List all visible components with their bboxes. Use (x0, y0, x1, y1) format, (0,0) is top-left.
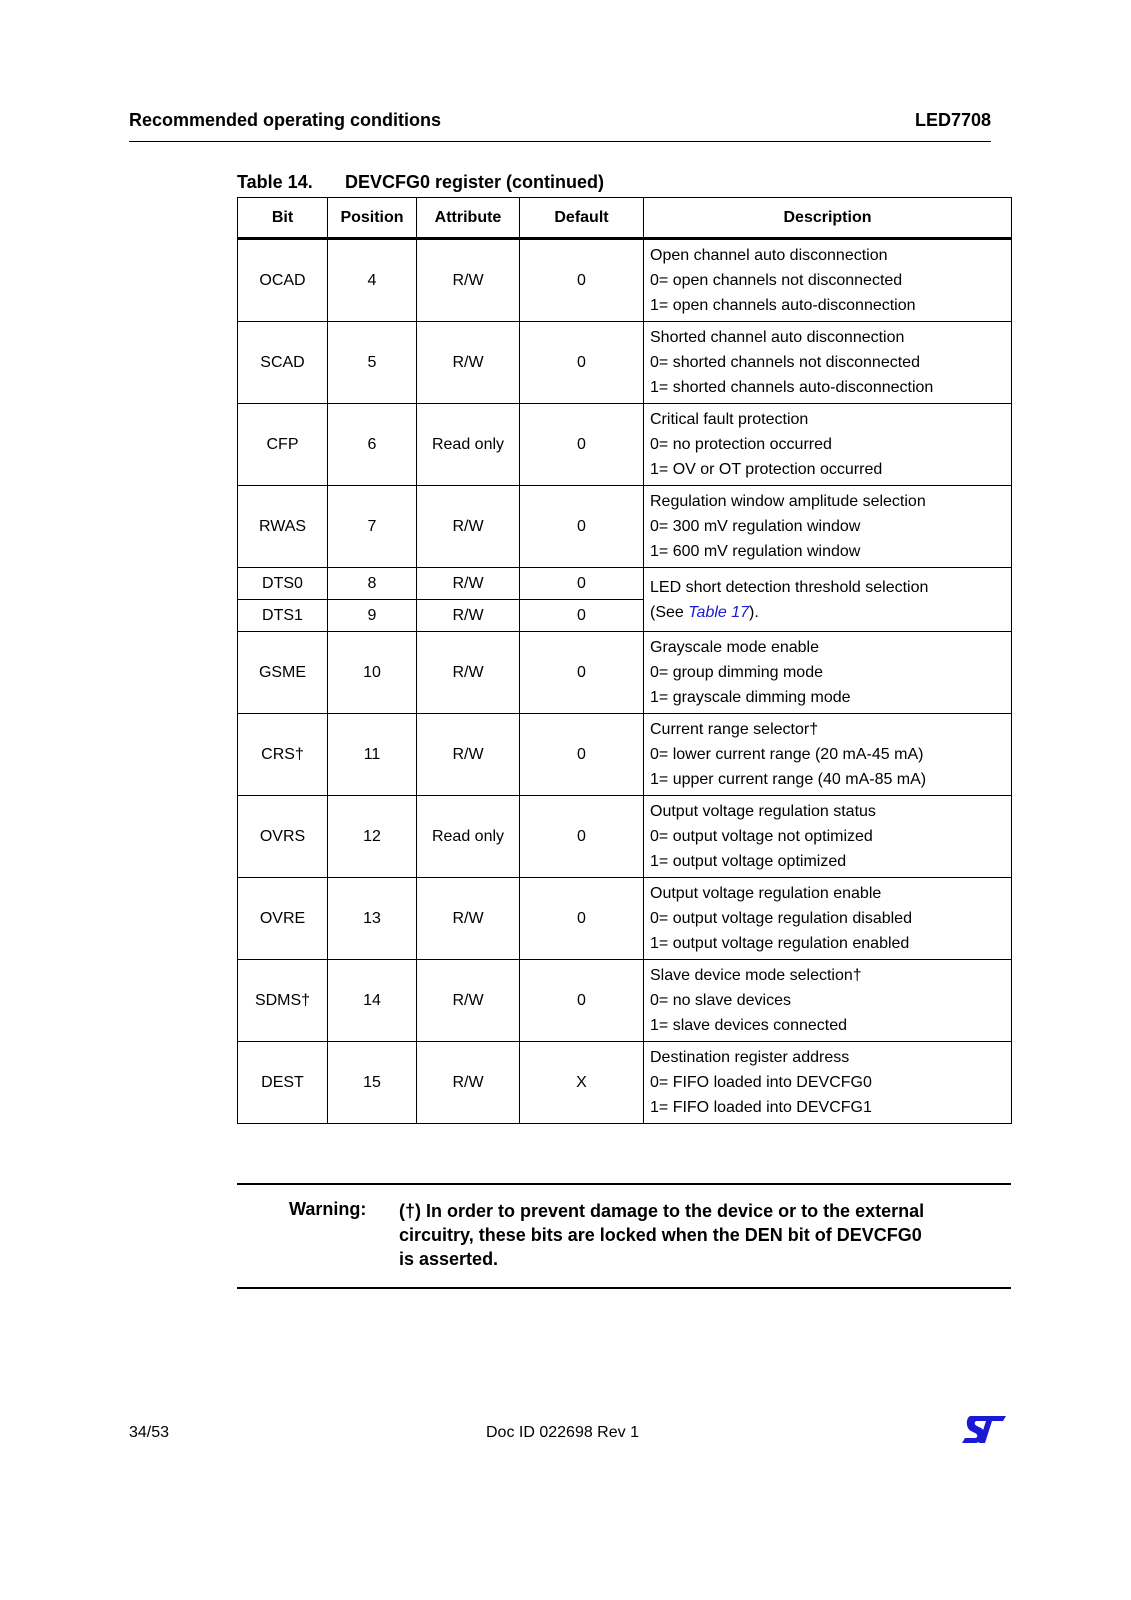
cell-default: 0 (520, 486, 644, 568)
cell-bit: GSME (238, 632, 328, 714)
column-header-attribute: Attribute (417, 198, 520, 239)
cell-default: 0 (520, 322, 644, 404)
cell-description (644, 322, 1012, 404)
cell-default: 0 (520, 404, 644, 486)
cell-default: 0 (520, 568, 644, 600)
description-line: 1= output voltage optimized (650, 853, 847, 870)
cell-bit: DTS0 (238, 568, 328, 600)
cell-default: 0 (520, 714, 644, 796)
cell-position: 13 (328, 878, 417, 960)
cell-position: 6 (328, 404, 417, 486)
description-line: 0= FIFO loaded into DEVCFG0 (650, 1074, 872, 1091)
warning-rule-bottom (237, 1287, 1011, 1289)
cell-position: 10 (328, 632, 417, 714)
cell-description (644, 568, 1012, 632)
cell-description (644, 960, 1012, 1042)
description-line (650, 600, 1005, 625)
cell-position: 5 (328, 322, 417, 404)
description-line: Output voltage regulation status (650, 803, 876, 820)
cell-position: 11 (328, 714, 417, 796)
cell-bit: SDMS† (238, 960, 328, 1042)
cell-attribute: R/W (417, 239, 520, 322)
cell-description (644, 239, 1012, 322)
cell-position: 15 (328, 1042, 417, 1124)
warning-text (399, 1199, 969, 1271)
table-row (238, 714, 1012, 796)
description-line: 1= shorted channels auto-disconnection (650, 379, 934, 396)
cell-position: 9 (328, 600, 417, 632)
warning-rule-top (237, 1183, 1011, 1185)
cell-attribute: R/W (417, 632, 520, 714)
description-line: Grayscale mode enable (650, 639, 819, 656)
table-row (238, 632, 1012, 714)
description-line: Regulation window amplitude selection (650, 493, 926, 510)
cell-attribute: Read only (417, 796, 520, 878)
cell-attribute: R/W (417, 714, 520, 796)
st-logo-icon (961, 1414, 1007, 1444)
warning-line: is asserted. (399, 1249, 499, 1269)
cell-description (644, 878, 1012, 960)
cell-bit: OVRE (238, 878, 328, 960)
cell-default: 0 (520, 796, 644, 878)
cell-attribute: R/W (417, 960, 520, 1042)
table-number: Table 14. (237, 172, 313, 192)
cell-position: 12 (328, 796, 417, 878)
warning-line: circuitry, these bits are locked when the DEN bit of DEVCFG0 (399, 1225, 922, 1245)
cell-bit: CRS† (238, 714, 328, 796)
description-suffix: ). (749, 603, 759, 621)
description-line: Shorted channel auto disconnection (650, 329, 905, 346)
table-17-link[interactable]: Table 17 (688, 603, 750, 621)
description-line: 1= 600 mV regulation window (650, 543, 861, 560)
page-header-product: LED7708 (914, 110, 991, 130)
description-line: 0= shorted channels not disconnected (650, 354, 920, 371)
description-line: 1= upper current range (40 mA-85 mA) (650, 771, 927, 788)
description-line: Critical fault protection (650, 411, 809, 428)
description-line: Destination register address (650, 1049, 850, 1066)
table-row (238, 404, 1012, 486)
cell-default: X (520, 1042, 644, 1124)
cell-bit: OVRS (238, 796, 328, 878)
table-row (238, 568, 1012, 600)
table-header-row (238, 198, 1012, 239)
cell-attribute: Read only (417, 404, 520, 486)
cell-attribute: R/W (417, 568, 520, 600)
register-table (237, 197, 1012, 1124)
cell-bit: DEST (238, 1042, 328, 1124)
table-title: DEVCFG0 register (continued) (345, 172, 605, 192)
page-header-section: Recommended operating conditions (129, 110, 442, 130)
description-line: 0= 300 mV regulation window (650, 518, 861, 535)
description-line: Slave device mode selection† (650, 967, 862, 984)
cell-position: 14 (328, 960, 417, 1042)
cell-position: 4 (328, 239, 417, 322)
cell-bit: CFP (238, 404, 328, 486)
description-line: 0= output voltage not optimized (650, 828, 873, 845)
description-line: 1= OV or OT protection occurred (650, 461, 883, 478)
table-row (238, 1042, 1012, 1124)
cell-description (644, 632, 1012, 714)
description-line: 1= output voltage regulation enabled (650, 935, 910, 952)
cell-default: 0 (520, 632, 644, 714)
cell-description (644, 404, 1012, 486)
cell-attribute: R/W (417, 878, 520, 960)
warning-label: Warning: (289, 1199, 367, 1219)
description-line: 0= no protection occurred (650, 436, 832, 453)
description-line: 0= lower current range (20 mA-45 mA) (650, 746, 924, 763)
column-header-default: Default (520, 198, 644, 239)
table-caption (237, 172, 604, 193)
description-line: 0= group dimming mode (650, 664, 823, 681)
cell-default: 0 (520, 239, 644, 322)
table-row (238, 322, 1012, 404)
table-row (238, 239, 1012, 322)
table-row (238, 878, 1012, 960)
column-header-bit: Bit (238, 198, 328, 239)
description-line: 0= no slave devices (650, 992, 791, 1009)
cell-description (644, 796, 1012, 878)
description-line: Output voltage regulation enable (650, 885, 882, 902)
cell-default: 0 (520, 600, 644, 632)
header-rule (129, 141, 991, 142)
cell-attribute: R/W (417, 486, 520, 568)
description-line: Current range selector† (650, 721, 819, 738)
description-line: 1= grayscale dimming mode (650, 689, 851, 706)
description-line: 1= FIFO loaded into DEVCFG1 (650, 1099, 872, 1116)
doc-id: Doc ID 022698 Rev 1 (486, 1424, 639, 1441)
table-row (238, 960, 1012, 1042)
cell-description (644, 486, 1012, 568)
description-line: 0= output voltage regulation disabled (650, 910, 912, 927)
cell-default: 0 (520, 878, 644, 960)
page-number: 34/53 (129, 1424, 170, 1441)
cell-position: 8 (328, 568, 417, 600)
table-row (238, 796, 1012, 878)
cell-bit: SCAD (238, 322, 328, 404)
table-row (238, 486, 1012, 568)
cell-attribute: R/W (417, 322, 520, 404)
column-header-description: Description (644, 198, 1012, 239)
cell-bit: OCAD (238, 239, 328, 322)
column-header-position: Position (328, 198, 417, 239)
cell-bit: RWAS (238, 486, 328, 568)
cell-default: 0 (520, 960, 644, 1042)
cell-attribute: R/W (417, 600, 520, 632)
description-prefix: (See (650, 603, 689, 621)
cell-description (644, 714, 1012, 796)
description-line: LED short detection threshold selection (650, 578, 929, 596)
description-line: 1= open channels auto-disconnection (650, 297, 916, 314)
cell-bit: DTS1 (238, 600, 328, 632)
warning-line: (†) In order to prevent damage to the device or to the external (399, 1201, 925, 1221)
description-line: 1= slave devices connected (650, 1017, 848, 1034)
description-line: Open channel auto disconnection (650, 247, 888, 264)
cell-description (644, 1042, 1012, 1124)
cell-attribute: R/W (417, 1042, 520, 1124)
cell-position: 7 (328, 486, 417, 568)
description-line: 0= open channels not disconnected (650, 272, 903, 289)
